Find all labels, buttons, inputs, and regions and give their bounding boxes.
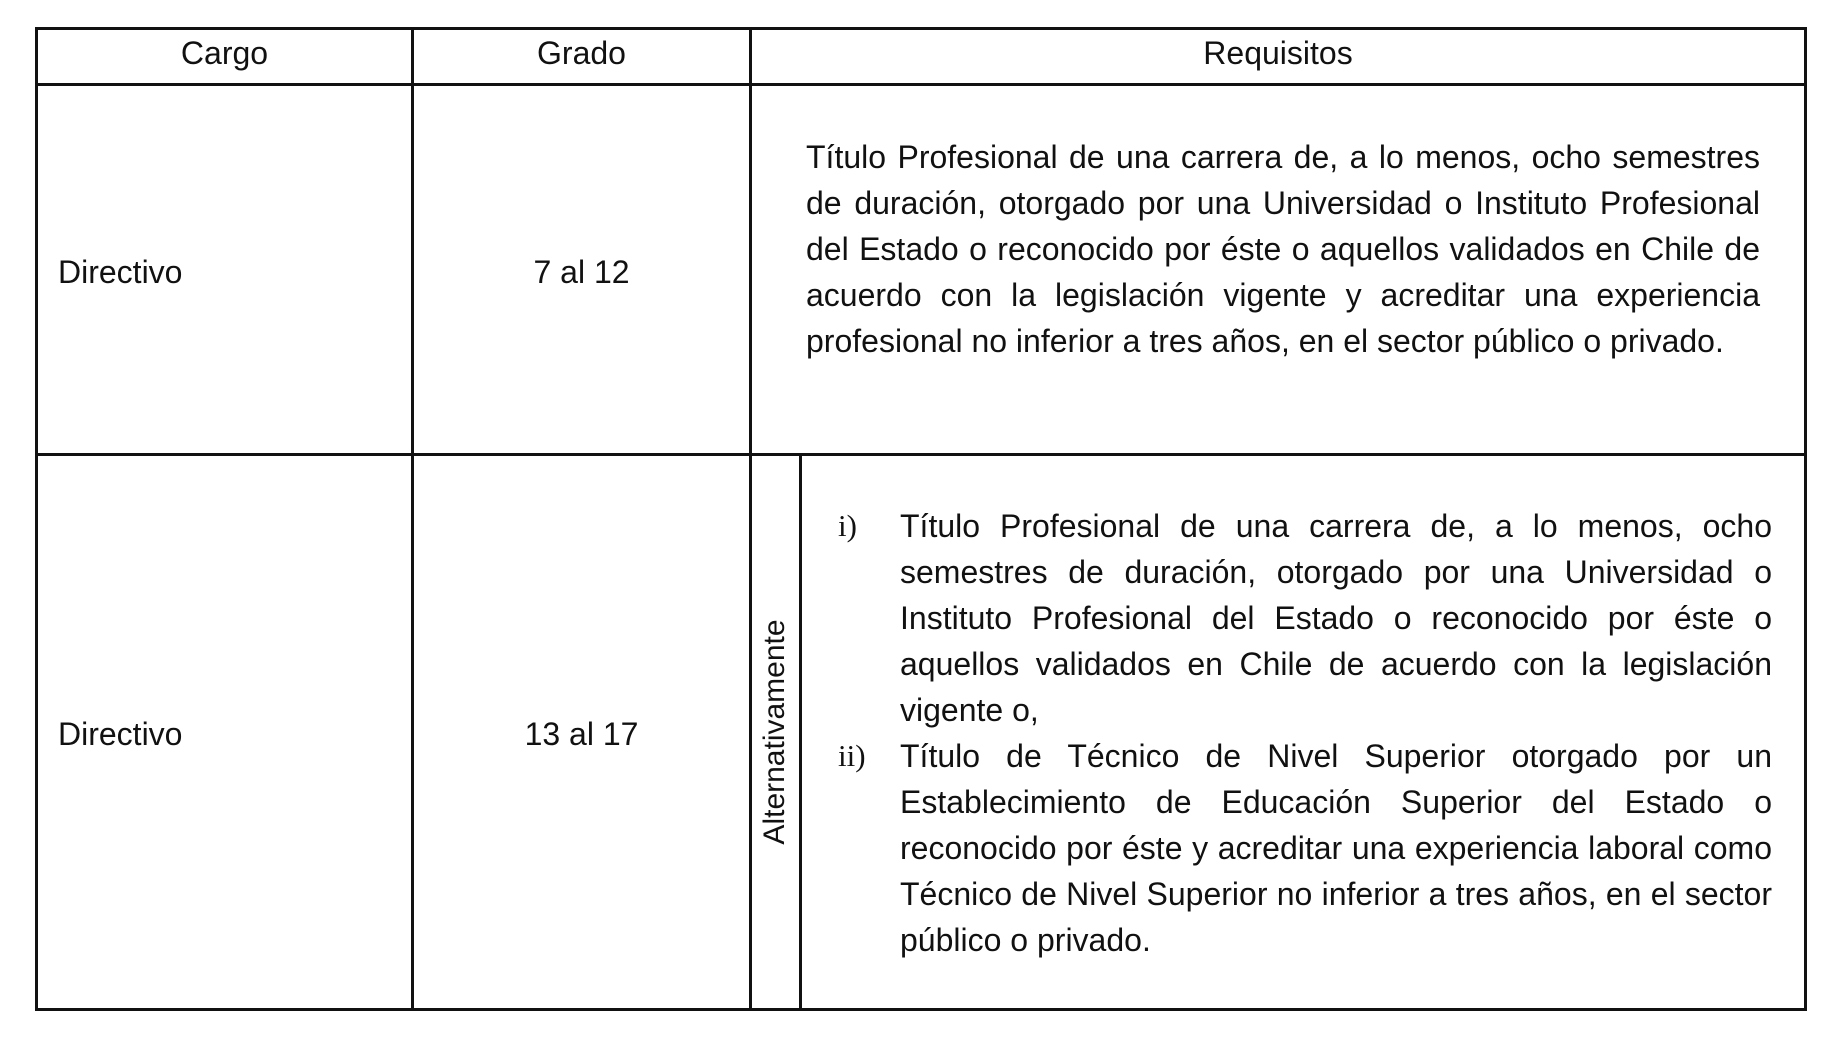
row-divider [35, 453, 1807, 456]
requirement-item-i: Título Profesional de una carrera de, a lo menos, ocho semestres de duración, otorgado por una Universidad o Instituto Profesional del Estado o reconocido por éste o aquellos validados en Chile de acuerdo con la legislación vigente o, [900, 508, 1772, 728]
header-divider [35, 83, 1807, 86]
list-marker-ii: ii) [838, 738, 866, 773]
column-divider-cargo-grado [411, 27, 414, 1011]
row1-requisitos: Título Profesional de una carrera de, a lo menos, ocho semestres de duración, otorgado por una Universidad o Instituto Profesional del Estado o reconocido por éste o aquellos validados en Chile de acuerdo con la legislación vigente y acreditar una experiencia profesional no inferior a tres años, en el sector público o privado. [806, 139, 1760, 359]
header-grado: Grado [537, 35, 626, 71]
row1-grado: 7 al 12 [533, 254, 630, 290]
header-cargo: Cargo [180, 35, 269, 71]
row2-cargo: Directivo [58, 716, 183, 752]
list-marker-i: i) [838, 508, 857, 543]
header-requisitos: Requisitos [1203, 35, 1353, 71]
column-divider-side-label [799, 455, 802, 1011]
requirement-item-ii: Título de Técnico de Nivel Superior otorgado por un Establecimiento de Educación Superior del Estado o reconocido por éste y acreditar una experiencia laboral como Técnico de Nivel Superior no inferior a tres años, en el sector público o privado. [900, 738, 1772, 958]
row1-cargo: Directivo [58, 254, 183, 290]
row2-grado: 13 al 17 [524, 716, 639, 752]
column-divider-grado-requisitos [749, 27, 752, 1011]
side-label-alternativamente: Alternativamente [758, 619, 791, 845]
